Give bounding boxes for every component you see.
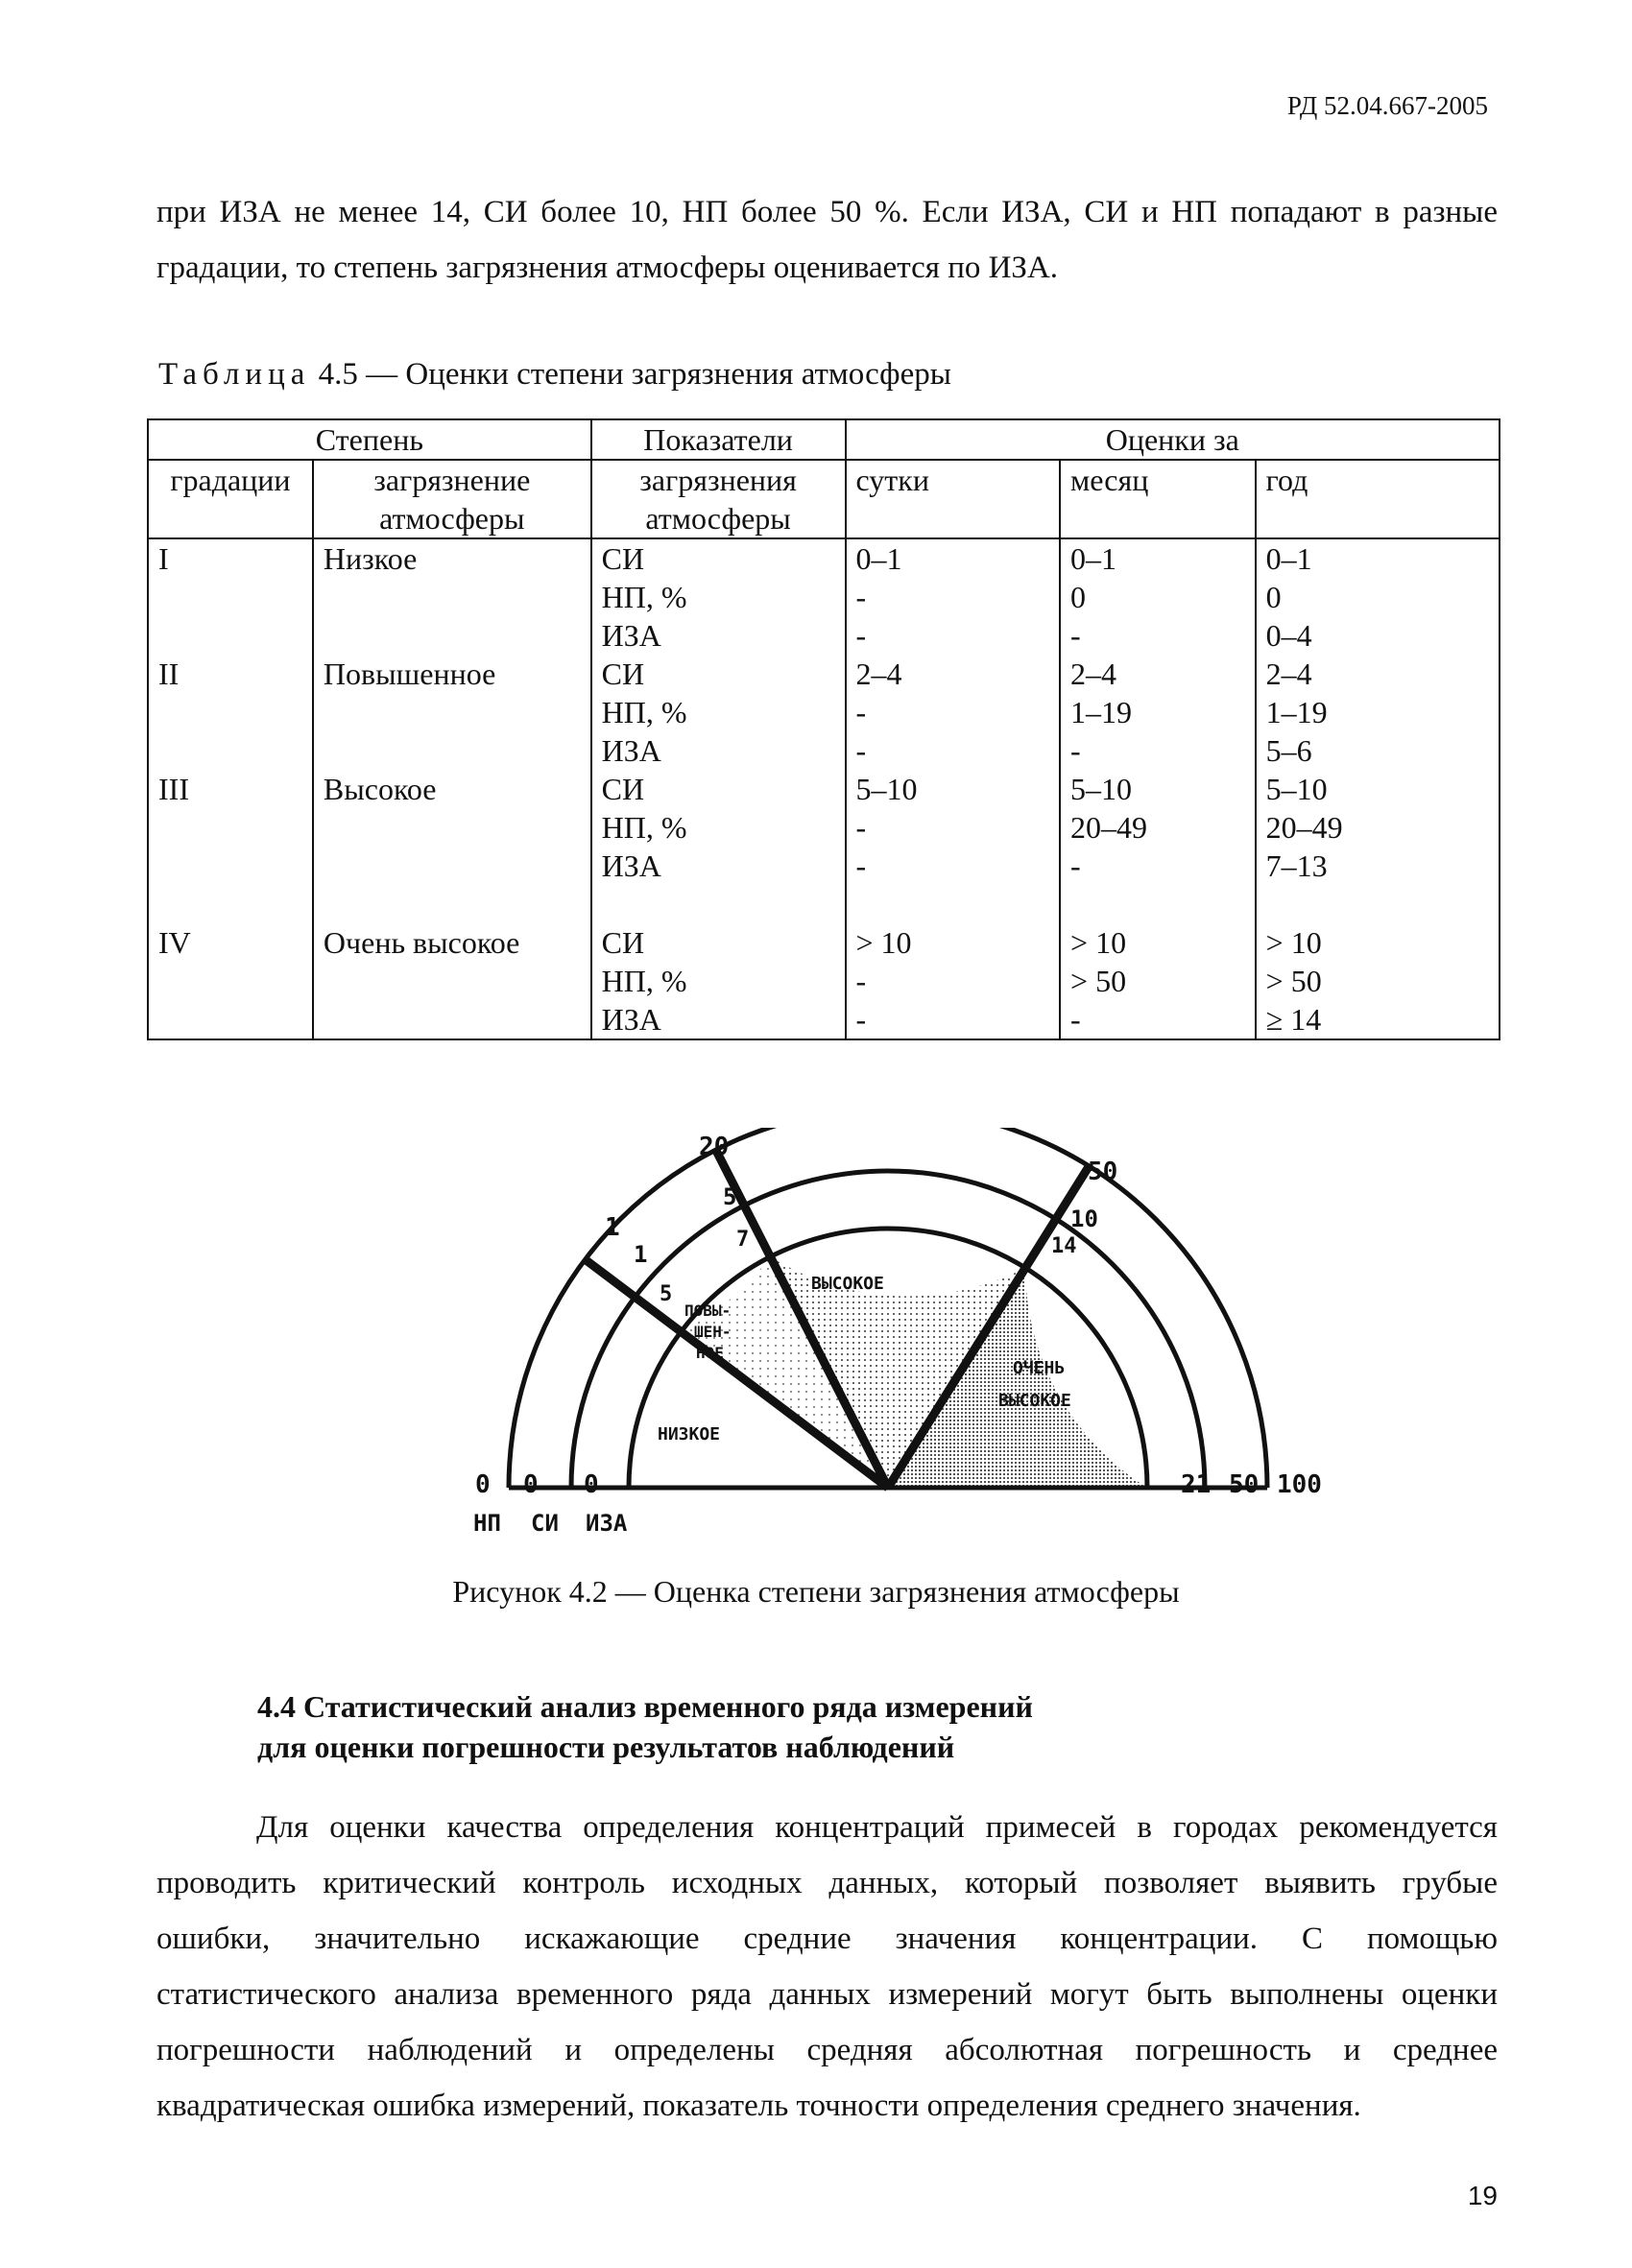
body-line-4: статистического анализа временного ряда данных измерений могут быть выполнены оценки (156, 1977, 1498, 2012)
cell-indicator: НП, % (591, 808, 846, 847)
scale-label-np-100: 100 (1277, 1470, 1322, 1499)
cell-grade: II (148, 655, 313, 693)
cell-day: - (846, 693, 1061, 731)
scale-label-np-20: 20 (699, 1133, 730, 1161)
cell-level (313, 847, 591, 885)
scale-label-np-0: 0 (475, 1470, 491, 1499)
zone-label-elevated-2: ШЕН- (694, 1323, 732, 1341)
table-row (148, 923, 1500, 962)
scale-label-si-5: 5 (723, 1183, 737, 1210)
zone-label-very-high-2: ВЫСОКОЕ (998, 1391, 1071, 1411)
intro-paragraph (156, 184, 1498, 296)
header-gradatsii: градации (148, 460, 313, 538)
table-row (148, 538, 1500, 578)
cell-level (313, 808, 591, 847)
cell-level (313, 731, 591, 770)
cell-day: 0–1 (846, 538, 1061, 578)
cell-indicator: СИ (591, 538, 846, 578)
table-row (148, 847, 1500, 885)
cell-indicator: НП, % (591, 578, 846, 616)
table-row (148, 731, 1500, 770)
scale-label-si-10: 10 (1070, 1206, 1098, 1232)
scale-label-np-1: 1 (605, 1213, 620, 1242)
table-row (148, 693, 1500, 731)
cell-month: - (1060, 731, 1256, 770)
cell-month: - (1060, 1000, 1256, 1039)
header-sutki: сутки (846, 460, 1061, 538)
table-row (148, 578, 1500, 616)
scale-label-np-50: 50 (1088, 1158, 1118, 1186)
cell-level (313, 693, 591, 731)
cell-indicator: ИЗА (591, 1000, 846, 1039)
cell-level (313, 962, 591, 1000)
section-heading (257, 1686, 1033, 1767)
cell-day: - (846, 731, 1061, 770)
pollution-gauge-figure (466, 1128, 1368, 1550)
intro-line-2: градации, то степень загрязнения атмосферы оценивается по ИЗА. (156, 251, 1059, 285)
scale-label-si-50: 50 (1229, 1470, 1260, 1499)
pollution-table (147, 418, 1500, 1040)
cell-day: - (846, 808, 1061, 847)
table-row (148, 616, 1500, 655)
cell-level: Повышенное (313, 655, 591, 693)
table-row (148, 770, 1500, 808)
cell-month: > 10 (1060, 923, 1256, 962)
table-caption (158, 357, 951, 393)
header-stepen: Степень (148, 419, 591, 460)
cell-grade (148, 1000, 313, 1039)
intro-line-1: при ИЗА не менее 14, СИ более 10, НП более 50 %. Если ИЗА, СИ и НП попадают в разные (156, 195, 1498, 229)
cell-day: 2–4 (846, 655, 1061, 693)
cell-level (313, 578, 591, 616)
cell-day: > 10 (846, 923, 1061, 962)
table-cell (1060, 885, 1256, 923)
cell-month: - (1060, 616, 1256, 655)
body-line-2: проводить критический контроль исходных данных, который позволяет выявить грубые (156, 1866, 1498, 1900)
scale-label-iza-21: 21 (1181, 1470, 1212, 1499)
table-caption-text: 4.5 — Оценки степени загрязнения атмосферы (318, 357, 951, 392)
cell-year: 7–13 (1256, 847, 1500, 885)
table-row (148, 962, 1500, 1000)
cell-indicator: НП, % (591, 962, 846, 1000)
scale-label-iza-14: 14 (1051, 1234, 1077, 1258)
table-cell (591, 885, 846, 923)
cell-grade (148, 962, 313, 1000)
section-heading-line-2: для оценки погрешности результатов наблюдений (257, 1730, 955, 1764)
cell-year: 5–10 (1256, 770, 1500, 808)
cell-level (313, 616, 591, 655)
table-cell (1256, 885, 1500, 923)
scale-label-iza-5: 5 (660, 1282, 673, 1306)
table-caption-label: Таблица (158, 357, 311, 392)
cell-day: 5–10 (846, 770, 1061, 808)
cell-grade (148, 578, 313, 616)
table-cell (846, 885, 1061, 923)
cell-month: > 50 (1060, 962, 1256, 1000)
cell-day: - (846, 616, 1061, 655)
table-row (148, 655, 1500, 693)
cell-level: Высокое (313, 770, 591, 808)
cell-month: 20–49 (1060, 808, 1256, 847)
cell-grade: I (148, 538, 313, 578)
header-otsenki: Оценки за (846, 419, 1500, 460)
body-line-5: погрешности наблюдений и определены средняя абсолютная погрешность и среднее (156, 2033, 1498, 2067)
zone-label-very-high-1: ОЧЕНЬ (1013, 1358, 1066, 1378)
header-pokazateli: Показатели (591, 419, 846, 460)
cell-year: > 10 (1256, 923, 1500, 962)
cell-day: - (846, 578, 1061, 616)
cell-month: 0–1 (1060, 538, 1256, 578)
cell-year: 0–1 (1256, 538, 1500, 578)
header-pokaz-sub: загрязнения атмосферы (591, 460, 846, 538)
cell-year: 5–6 (1256, 731, 1500, 770)
cell-level: Низкое (313, 538, 591, 578)
header-god: год (1256, 460, 1500, 538)
cell-year: ≥ 14 (1256, 1000, 1500, 1039)
zone-label-low: НИЗКОЕ (658, 1424, 721, 1444)
body-line-3: ошибки, значительно искажающие средние значения концентрации. С помощью (156, 1922, 1498, 1956)
cell-indicator: СИ (591, 655, 846, 693)
cell-month: 2–4 (1060, 655, 1256, 693)
cell-indicator: ИЗА (591, 616, 846, 655)
table-row (148, 808, 1500, 847)
cell-grade (148, 731, 313, 770)
scale-label-iza-7: 7 (736, 1228, 750, 1252)
page-number: 19 (1467, 2181, 1498, 2210)
header-zagryaznenie: загрязнение атмосферы (313, 460, 591, 538)
cell-indicator: СИ (591, 923, 846, 962)
scale-label-si-0: 0 (523, 1470, 539, 1499)
cell-year: 0 (1256, 578, 1500, 616)
section-heading-line-1: 4.4 Статистический анализ временного ряда измерений (257, 1689, 1033, 1724)
scale-label-iza-0: 0 (584, 1470, 599, 1499)
document-code: РД 52.04.667-2005 (1286, 91, 1488, 120)
cell-day: - (846, 1000, 1061, 1039)
table-body (148, 538, 1500, 1039)
cell-month: - (1060, 847, 1256, 885)
cell-month: 1–19 (1060, 693, 1256, 731)
zone-label-high: ВЫСОКОЕ (811, 1274, 884, 1294)
cell-grade: III (148, 770, 313, 808)
zone-label-elevated-3: НОЕ (696, 1344, 724, 1362)
cell-year: 2–4 (1256, 655, 1500, 693)
cell-indicator: СИ (591, 770, 846, 808)
scale-label-si-1: 1 (634, 1241, 648, 1268)
cell-indicator: ИЗА (591, 731, 846, 770)
cell-level (313, 1000, 591, 1039)
cell-grade (148, 808, 313, 847)
cell-indicator: ИЗА (591, 847, 846, 885)
cell-year: > 50 (1256, 962, 1500, 1000)
cell-year: 1–19 (1256, 693, 1500, 731)
axis-label-np: НП (473, 1510, 501, 1537)
body-line-6: квадратическая ошибка измерений, показатель точности определения среднего значения. (156, 2089, 1361, 2123)
cell-day: - (846, 847, 1061, 885)
figure-caption: Рисунок 4.2 — Оценка степени загрязнения атмосферы (452, 1574, 1180, 1609)
cell-grade (148, 847, 313, 885)
cell-level: Очень высокое (313, 923, 591, 962)
table-spacer-row (148, 885, 1500, 923)
cell-indicator: НП, % (591, 693, 846, 731)
section-body (156, 1800, 1498, 2134)
cell-grade (148, 693, 313, 731)
cell-month: 5–10 (1060, 770, 1256, 808)
cell-grade: IV (148, 923, 313, 962)
table-cell (313, 885, 591, 923)
cell-grade (148, 616, 313, 655)
header-mesyats: месяц (1060, 460, 1256, 538)
axis-label-si: СИ (531, 1510, 559, 1537)
table-row (148, 1000, 1500, 1039)
body-line-1: Для оценки качества определения концентраций примесей в городах рекомендуется (256, 1810, 1498, 1845)
axis-label-iza: ИЗА (586, 1510, 628, 1537)
cell-day: - (846, 962, 1061, 1000)
cell-year: 20–49 (1256, 808, 1500, 847)
table-cell (148, 885, 313, 923)
cell-month: 0 (1060, 578, 1256, 616)
zone-label-elevated-1: ПОВЫ- (684, 1301, 732, 1320)
cell-year: 0–4 (1256, 616, 1500, 655)
